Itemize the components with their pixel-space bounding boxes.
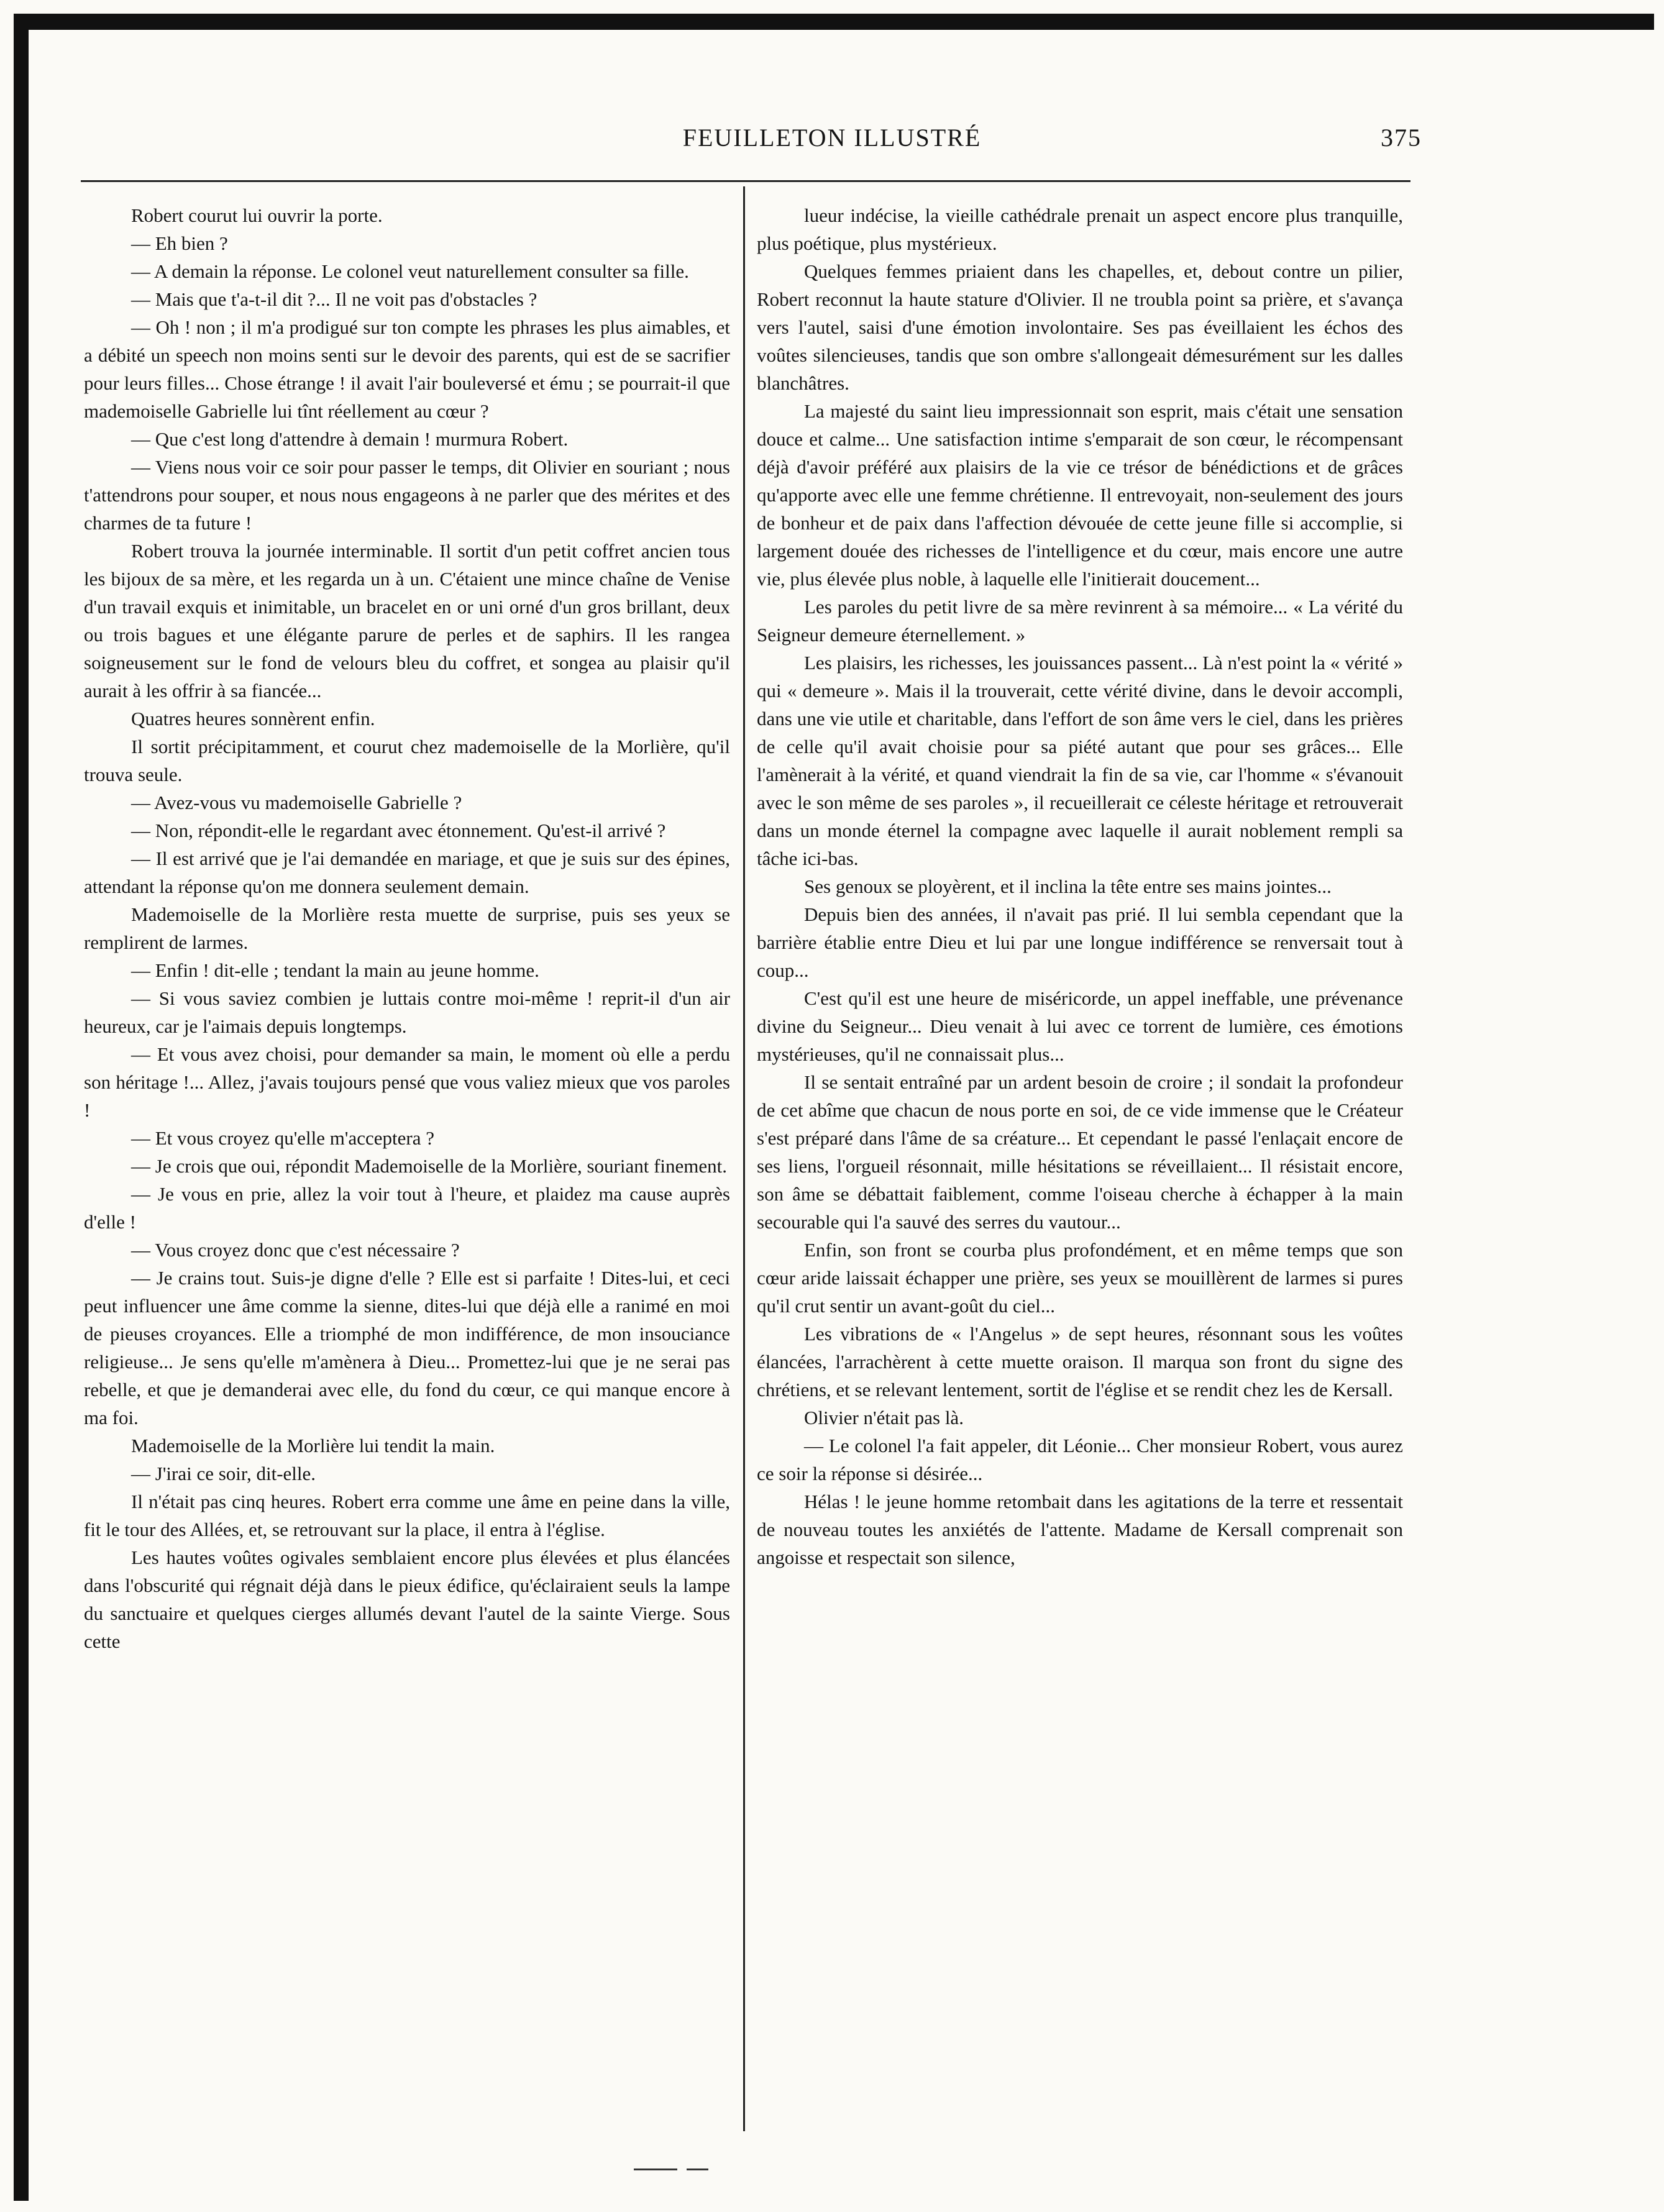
paragraph: Les vibrations de « l'Angelus » de sept heures, résonnant sous les voûtes élancées, l'arrachèrent à cette muette oraison. Il marqua son front du signe des chrétiens, et se relevant lentement, sortit de l'église et se rendit chez les de Kersall.: [757, 1323, 1403, 1401]
paragraph: Il sortit précipitamment, et courut chez mademoiselle de la Morlière, qu'il trouva seule.: [84, 736, 730, 785]
paragraph: — Et vous avez choisi, pour demander sa main, le moment où elle a perdu son héritage !... Allez, j'avais toujours pensé que vous valiez mieux que vos paroles !: [84, 1043, 730, 1121]
paragraph: Il se sentait entraîné par un ardent besoin de croire ; il sondait la profondeur de cet abîme que chacun de nous porte en soi, de ce vide immense que le Créateur s'est préparé dans l'âme de sa créature... Et cependant le passé l'enlaçait encore de ses liens, l'orgueil résonnait, mille hésitations se réveillaient... Il résistait encore, son âme se débattait faiblement, comme l'oiseau cherche à échapper à la main secourable qui l'a sauvé des serres du vautour...: [757, 1071, 1403, 1233]
paragraph: — J'irai ce soir, dit-elle.: [131, 1463, 316, 1484]
paragraph: Robert trouva la journée interminable. Il sortit d'un petit coffret ancien tous les bijoux de sa mère, et les regarda un à un. C'étaient une mince chaîne de Venise d'un travail exquis et inimitable, un bracelet en or uni orné d'un gros brillant, deux ou trois bagues et une élégante parure de perles et de saphirs. Il les rangea soigneusement sur le fond de velours bleu du coffret, et songea au plaisir qu'il aurait à les offrir à sa fiancée...: [84, 540, 730, 702]
paragraph: Enfin, son front se courba plus profondément, et en même temps que son cœur aride laissait échapper une prière, ses yeux se mouillèrent de larmes si pures qu'il crut sentir un avant-goût du ciel...: [757, 1239, 1403, 1317]
paragraph: — Que c'est long d'attendre à demain ! murmura Robert.: [131, 428, 569, 450]
right-column: [757, 201, 1403, 1571]
paragraph: — Eh bien ?: [131, 232, 228, 254]
paragraph: lueur indécise, la vieille cathédrale prenait un aspect encore plus tranquille, plus poétique, plus mystérieux.: [757, 204, 1403, 254]
paragraph: — Avez-vous vu mademoiselle Gabrielle ?: [131, 792, 462, 813]
paragraph: C'est qu'il est une heure de miséricorde, un appel ineffable, une prévenance divine du Seigneur... Dieu venait à lui avec ce torrent de lumière, ces émotions mystérieuses, qu'il ne connaissait plus...: [757, 987, 1403, 1065]
paragraph: Mademoiselle de la Morlière resta muette de surprise, puis ses yeux se remplirent de larmes.: [84, 903, 730, 953]
paragraph: — Il est arrivé que je l'ai demandée en mariage, et que je suis sur des épines, attendant la réponse qu'on me donnera seulement demain.: [84, 848, 730, 897]
paragraph: Il n'était pas cinq heures. Robert erra comme une âme en peine dans la ville, fit le tour des Allées, et, se retrouvant sur la place, il entra à l'église.: [84, 1491, 730, 1540]
paragraph: Quelques femmes priaient dans les chapelles, et, debout contre un pilier, Robert reconnut la haute stature d'Olivier. Il ne troubla point sa prière, et s'avança vers l'autel, saisi d'une émotion involontaire. Ses pas éveillaient les échos des voûtes silencieuses, tandis que son ombre s'allongeait démesurément sur les dalles blanchâtres.: [757, 260, 1403, 394]
paragraph: — Mais que t'a-t-il dit ?... Il ne voit pas d'obstacles ?: [131, 288, 537, 310]
bottom-rule-short: [687, 2169, 708, 2170]
paragraph: — Je vous en prie, allez la voir tout à l'heure, et plaidez ma cause auprès d'elle !: [84, 1183, 730, 1233]
paragraph: — Vous croyez donc que c'est nécessaire ?: [131, 1239, 460, 1261]
paragraph: — Je crois que oui, répondit Mademoiselle de la Morlière, souriant finement.: [131, 1155, 728, 1177]
paragraph: Mademoiselle de la Morlière lui tendit la main.: [131, 1435, 495, 1456]
column-divider: [743, 186, 745, 2131]
paragraph: — Enfin ! dit-elle ; tendant la main au jeune homme.: [131, 959, 539, 981]
page-number: 375: [1381, 124, 1422, 152]
paragraph: Hélas ! le jeune homme retombait dans les agitations de la terre et ressentait de nouveau toutes les anxiétés de l'attente. Madame de Kersall comprenait son angoisse et respectait son silence,: [757, 1491, 1403, 1568]
paragraph: — Viens nous voir ce soir pour passer le temps, dit Olivier en souriant ; nous t'attendrons pour souper, et nous nous engageons à ne parler que des mérites et des charmes de ta future !: [84, 456, 730, 534]
paragraph: Les hautes voûtes ogivales semblaient encore plus élevées et plus élancées dans l'obscurité qui régnait déjà dans le pieux édifice, qu'éclairaient seuls la lampe du sanctuaire et quelques cierges allumés devant l'autel de la sainte Vierge. Sous cette: [84, 1547, 730, 1652]
paragraph: — Non, répondit-elle le regardant avec étonnement. Qu'est-il arrivé ?: [131, 820, 666, 841]
page-border-left: [14, 14, 29, 2201]
paragraph: La majesté du saint lieu impressionnait son esprit, mais c'était une sensation douce et calme... Une satisfaction intime s'emparait de son cœur, le récompensant déjà d'avoir préféré aux plaisirs de la vie ce trésor de bénédictions et de grâces qu'apporte avec elle une femme chrétienne. Il entrevoyait, non-seulement des jours de bonheur et de paix dans l'affection dévouée de cette jeune fille si accomplie, si largement douée des richesses de l'intelligence et du cœur, mais encore une autre vie, plus élevée plus noble, à laquelle elle l'initierait doucement...: [757, 400, 1403, 590]
paragraph: Depuis bien des années, il n'avait pas prié. Il lui sembla cependant que la barrière établie entre Dieu et lui par une longue indifférence se renversait tout à coup...: [757, 903, 1403, 981]
paragraph: — A demain la réponse. Le colonel veut naturellement consulter sa fille.: [131, 260, 689, 282]
paragraph: — Si vous saviez combien je luttais contre moi-même ! reprit-il d'un air heureux, car je l'aimais depuis longtemps.: [84, 987, 730, 1037]
paragraph: Quatres heures sonnèrent enfin.: [131, 708, 375, 729]
paragraph: Les plaisirs, les richesses, les jouissances passent... Là n'est point la « vérité » qui « demeure ». Mais il la trouverait, cette vérité divine, dans le devoir accompli, dans une vie utile et charitable, dans l'effort de son âme vers le ciel, dans les prières de celle qu'il avait choisie pour sa piété autant que pour ses grâces... Elle l'amènerait à la vérité, et quand viendrait la fin de sa vie, car l'homme « s'évanouit avec le son même de ses paroles », il recueillerait ce céleste héritage et retrouverait dans un monde éternel la compagne avec laquelle il aurait noblement rempli sa tâche ici-bas.: [757, 652, 1403, 869]
paragraph: Les paroles du petit livre de sa mère revinrent à sa mémoire... « La vérité du Seigneur demeure éternellement. »: [757, 596, 1403, 646]
left-column: [84, 201, 730, 1655]
paragraph: Ses genoux se ployèrent, et il inclina la tête entre ses mains jointes...: [804, 875, 1332, 897]
paragraph: — Le colonel l'a fait appeler, dit Léonie... Cher monsieur Robert, vous aurez ce soir la réponse si désirée...: [757, 1435, 1403, 1484]
bottom-rule: [634, 2169, 677, 2170]
header-rule: [81, 180, 1410, 182]
paragraph: — Et vous croyez qu'elle m'acceptera ?: [131, 1127, 434, 1149]
page-border-top: [14, 14, 1654, 30]
paragraph: — Je crains tout. Suis-je digne d'elle ? Elle est si parfaite ! Dites-lui, et ceci peut influencer une âme comme la sienne, dites-lui que déjà elle a ranimé en moi de pieuses croyances. Elle a triomphé de mon indifférence, de mon insouciance religieuse... Je sens qu'elle m'amènera à Dieu... Promettez-lui que je ne serai pas rebelle, et que je demanderai avec elle, du fond du cœur, ce qui manque encore à ma foi.: [84, 1267, 730, 1428]
paragraph: Robert courut lui ouvrir la porte.: [131, 204, 383, 226]
paragraph: — Oh ! non ; il m'a prodigué sur ton compte les phrases les plus aimables, et a débité un speech non moins senti sur le devoir des parents, qui est de se sacrifier pour leurs filles... Chose étrange ! il avait l'air bouleversé et ému ; se pourrait-il que mademoiselle Gabrielle lui tînt réellement au cœur ?: [84, 316, 730, 422]
running-title: FEUILLETON ILLUSTRÉ: [682, 124, 982, 152]
paragraph: Olivier n'était pas là.: [804, 1407, 964, 1428]
